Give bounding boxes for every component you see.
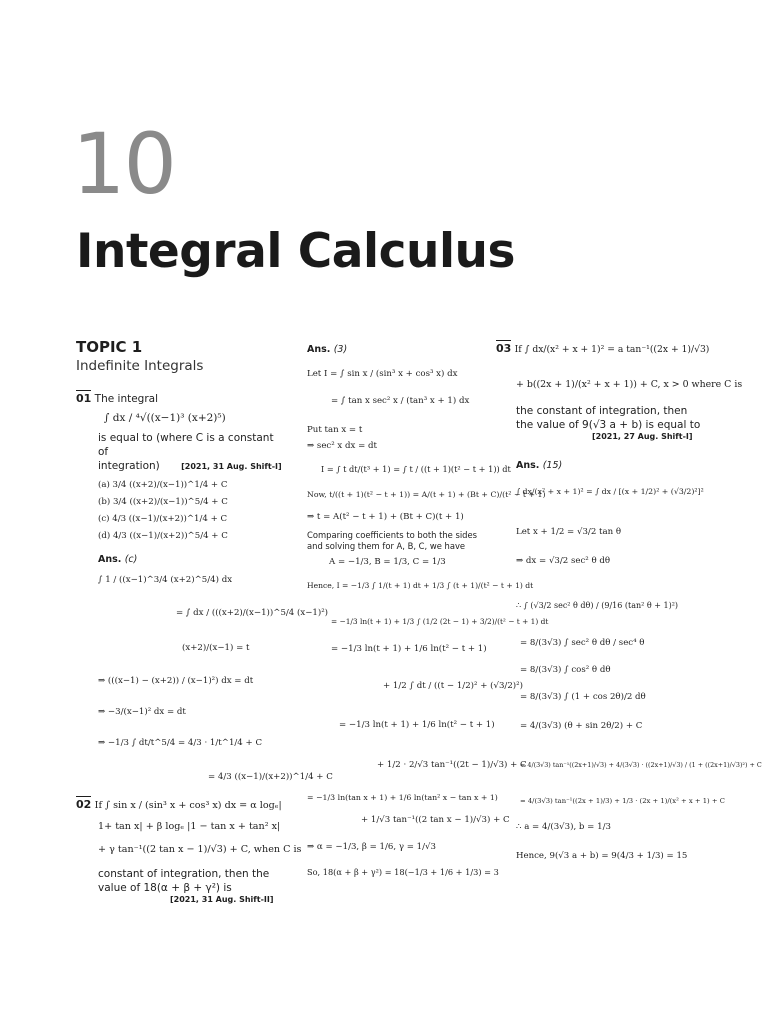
question-number: 03 <box>496 342 512 355</box>
solution-step: ⇒ t = A(t² − t + 1) + (Bt + C)(t + 1) <box>307 512 464 523</box>
question-text: + b((2x + 1)/(x² + x + 1)) + C, x > 0 where C is <box>516 378 743 390</box>
solution-step: = −1/3 ln(t + 1) + 1/3 ∫ (1/2 (2t − 1) + 3/2)/(t² − t + 1) dt <box>331 616 549 626</box>
question-2 <box>76 796 302 905</box>
topic-subtitle: Indefinite Integrals <box>76 358 204 374</box>
question-text: value of 18(α + β + γ²) is <box>98 881 232 894</box>
solution-step: = 8/(3√3) ∫ (1 + cos 2θ)/2 dθ <box>520 692 646 703</box>
answer-heading <box>516 460 726 471</box>
column-1 <box>76 338 333 783</box>
solution-step: ∴ ∫ (√3/2 sec² θ dθ) / (9/16 (tan² θ + 1)²) <box>516 601 679 611</box>
solution-step: = ∫ dx / (((x+2)/(x−1))^5/4 (x−1)²) <box>176 607 329 618</box>
solution-step: = −1/3 ln(t + 1) + 1/6 ln(t² − t + 1) <box>339 720 495 731</box>
solution-step: = ∫ tan x sec² x / (tan³ x + 1) dx <box>331 396 470 407</box>
solution-step: ∫ dx/(x² + x + 1)² = ∫ dx / [(x + 1/2)² + (√3/2)²]² <box>516 487 704 496</box>
question-number: 01 <box>76 392 92 405</box>
solution-step: ⇒ (((x−1) − (x+2)) / (x−1)²) dx = dt <box>98 676 254 687</box>
question-3 <box>496 340 743 441</box>
question-1 <box>76 390 333 783</box>
solution-step: ⇒ dx = √3/2 sec² θ dθ <box>516 556 611 567</box>
solution-step: Comparing coefficients to both the sides <box>307 529 478 540</box>
chapter-number: 10 <box>72 115 175 213</box>
solution-step: = −1/3 ln(t + 1) + 1/6 ln(t² − t + 1) <box>331 644 487 655</box>
solution-step: ⇒ −3/(x−1)² dx = dt <box>98 707 186 718</box>
option-c: (c) 4/3 ((x−1)/(x+2))^1/4 + C <box>98 513 228 524</box>
question-text: is equal to (where C is a constant of <box>98 432 274 459</box>
exam-reference: [2021, 31 Aug. Shift-II] <box>170 895 274 905</box>
solution-step: (x+2)/(x−1) = t <box>182 642 250 653</box>
topic-label: TOPIC 1 <box>76 338 143 356</box>
solution-step: ⇒ α = −1/3, β = 1/6, γ = 1/√3 <box>307 842 436 853</box>
solution-step: ∫ 1 / ((x−1)^3/4 (x+2)^5/4) dx <box>98 574 233 585</box>
question-text: integration) <box>98 460 160 473</box>
solution-step: Hence, 9(√3 a + b) = 9(4/3 + 1/3) = 15 <box>516 850 688 861</box>
solution-step: ⇒ sec² x dx = dt <box>307 440 377 451</box>
answer-value: (3) <box>333 344 348 355</box>
option-a: (a) 3/4 ((x+2)/(x−1))^1/4 + C <box>98 479 228 490</box>
solution-step: = 8/(3√3) ∫ sec² θ dθ / sec⁴ θ <box>520 637 645 648</box>
question-text: + γ tan⁻¹((2 tan x − 1)/√3) + C, when C is <box>98 843 302 855</box>
question-lead: The integral <box>94 393 159 405</box>
question-text: If ∫ dx/(x² + x + 1)² = a tan⁻¹((2x + 1)/√3) <box>514 344 710 355</box>
question-text: If ∫ sin x / (sin³ x + cos³ x) dx = α logₑ| <box>94 800 282 811</box>
question-number: 02 <box>76 798 92 811</box>
solution-step: A = −1/3, B = 1/3, C = 1/3 <box>329 557 446 568</box>
option-b: (b) 3/4 ((x+2)/(x−1))^5/4 + C <box>98 496 228 507</box>
solution-step: ⇒ −1/3 ∫ dt/t^5/4 = 4/3 · 1/t^1/4 + C <box>98 738 263 749</box>
solution-steps <box>98 574 333 783</box>
solution-step: Let I = ∫ sin x / (sin³ x + cos³ x) dx <box>307 369 458 379</box>
answer-heading <box>307 344 487 355</box>
solution-step: So, 18(α + β + γ²) = 18(−1/3 + 1/6 + 1/3) = 3 <box>307 867 499 878</box>
solution-step: Hence, I = −1/3 ∫ 1/(t + 1) dt + 1/3 ∫ (t + 1)/(t² − t + 1) dt <box>307 580 534 590</box>
answer-value: (c) <box>124 553 138 565</box>
exam-reference: [2021, 31 Aug. Shift-I] <box>181 462 282 472</box>
solution-step: ∴ a = 4/(3√3), b = 1/3 <box>516 821 611 832</box>
question-text: 1+ tan x| + β logₑ |1 − tan x + tan² x| <box>98 820 281 832</box>
solution-step: Let x + 1/2 = √3/2 tan θ <box>516 527 622 538</box>
solution-step: Put tan x = t <box>307 425 363 436</box>
solution-step: + 1/2 ∫ dt / ((t − 1/2)² + (√3/2)²) <box>383 681 523 692</box>
exam-reference: [2021, 27 Aug. Shift-I] <box>592 431 693 441</box>
answer-label: Ans. <box>98 553 122 565</box>
question-integral: ∫ dx / ⁴√((x−1)³ (x+2)⁵) <box>104 411 226 424</box>
solution-step: and solving them for A, B, C, we have <box>307 540 466 551</box>
solution-step: = 8/(3√3) ∫ cos² θ dθ <box>520 665 611 676</box>
solution-step: = 4/(3√3) (θ + sin 2θ/2) + C <box>520 721 643 732</box>
solution-step: + 1/√3 tan⁻¹((2 tan x − 1)/√3) + C <box>361 814 510 825</box>
question-text: the value of 9(√3 a + b) is equal to <box>516 418 701 431</box>
column-3-solution <box>516 460 762 862</box>
option-d: (d) 4/3 ((x−1)/(x+2))^5/4 + C <box>98 530 228 541</box>
answer-label: Ans. <box>307 344 331 355</box>
answer-heading <box>98 554 284 565</box>
answer-value: (15) <box>542 460 563 471</box>
options <box>98 480 284 548</box>
solution-step: I = ∫ t dt/(t³ + 1) = ∫ t / ((t + 1)(t² − t + 1)) dt <box>321 463 511 474</box>
solution-step: = −1/3 ln(tan x + 1) + 1/6 ln(tan² x − tan x + 1) <box>307 792 498 802</box>
solution-step: = 4/(3√3) tan⁻¹((2x+1)/√3) + 4/(3√3) · ((2x+1)/√3) / (1 + ((2x+1)/√3)²) + C <box>520 760 762 769</box>
question-text: the constant of integration, then <box>516 404 688 417</box>
chapter-title: Integral Calculus <box>76 224 515 279</box>
question-text: constant of integration, then the <box>98 867 270 880</box>
solution-step: + 1/2 · 2/√3 tan⁻¹((2t − 1)/√3) + C <box>377 759 527 770</box>
answer-label: Ans. <box>516 460 540 471</box>
solution-step: = 4/(3√3) tan⁻¹((2x + 1)/3) + 1/3 · (2x + 1)/(x² + x + 1) + C <box>520 796 725 805</box>
solution-step: = 4/3 ((x−1)/(x+2))^1/4 + C <box>208 771 333 782</box>
solution-step: Now, t/((t + 1)(t² − t + 1)) = A/(t + 1) + (Bt + C)/(t² − t + 1) <box>307 490 546 500</box>
